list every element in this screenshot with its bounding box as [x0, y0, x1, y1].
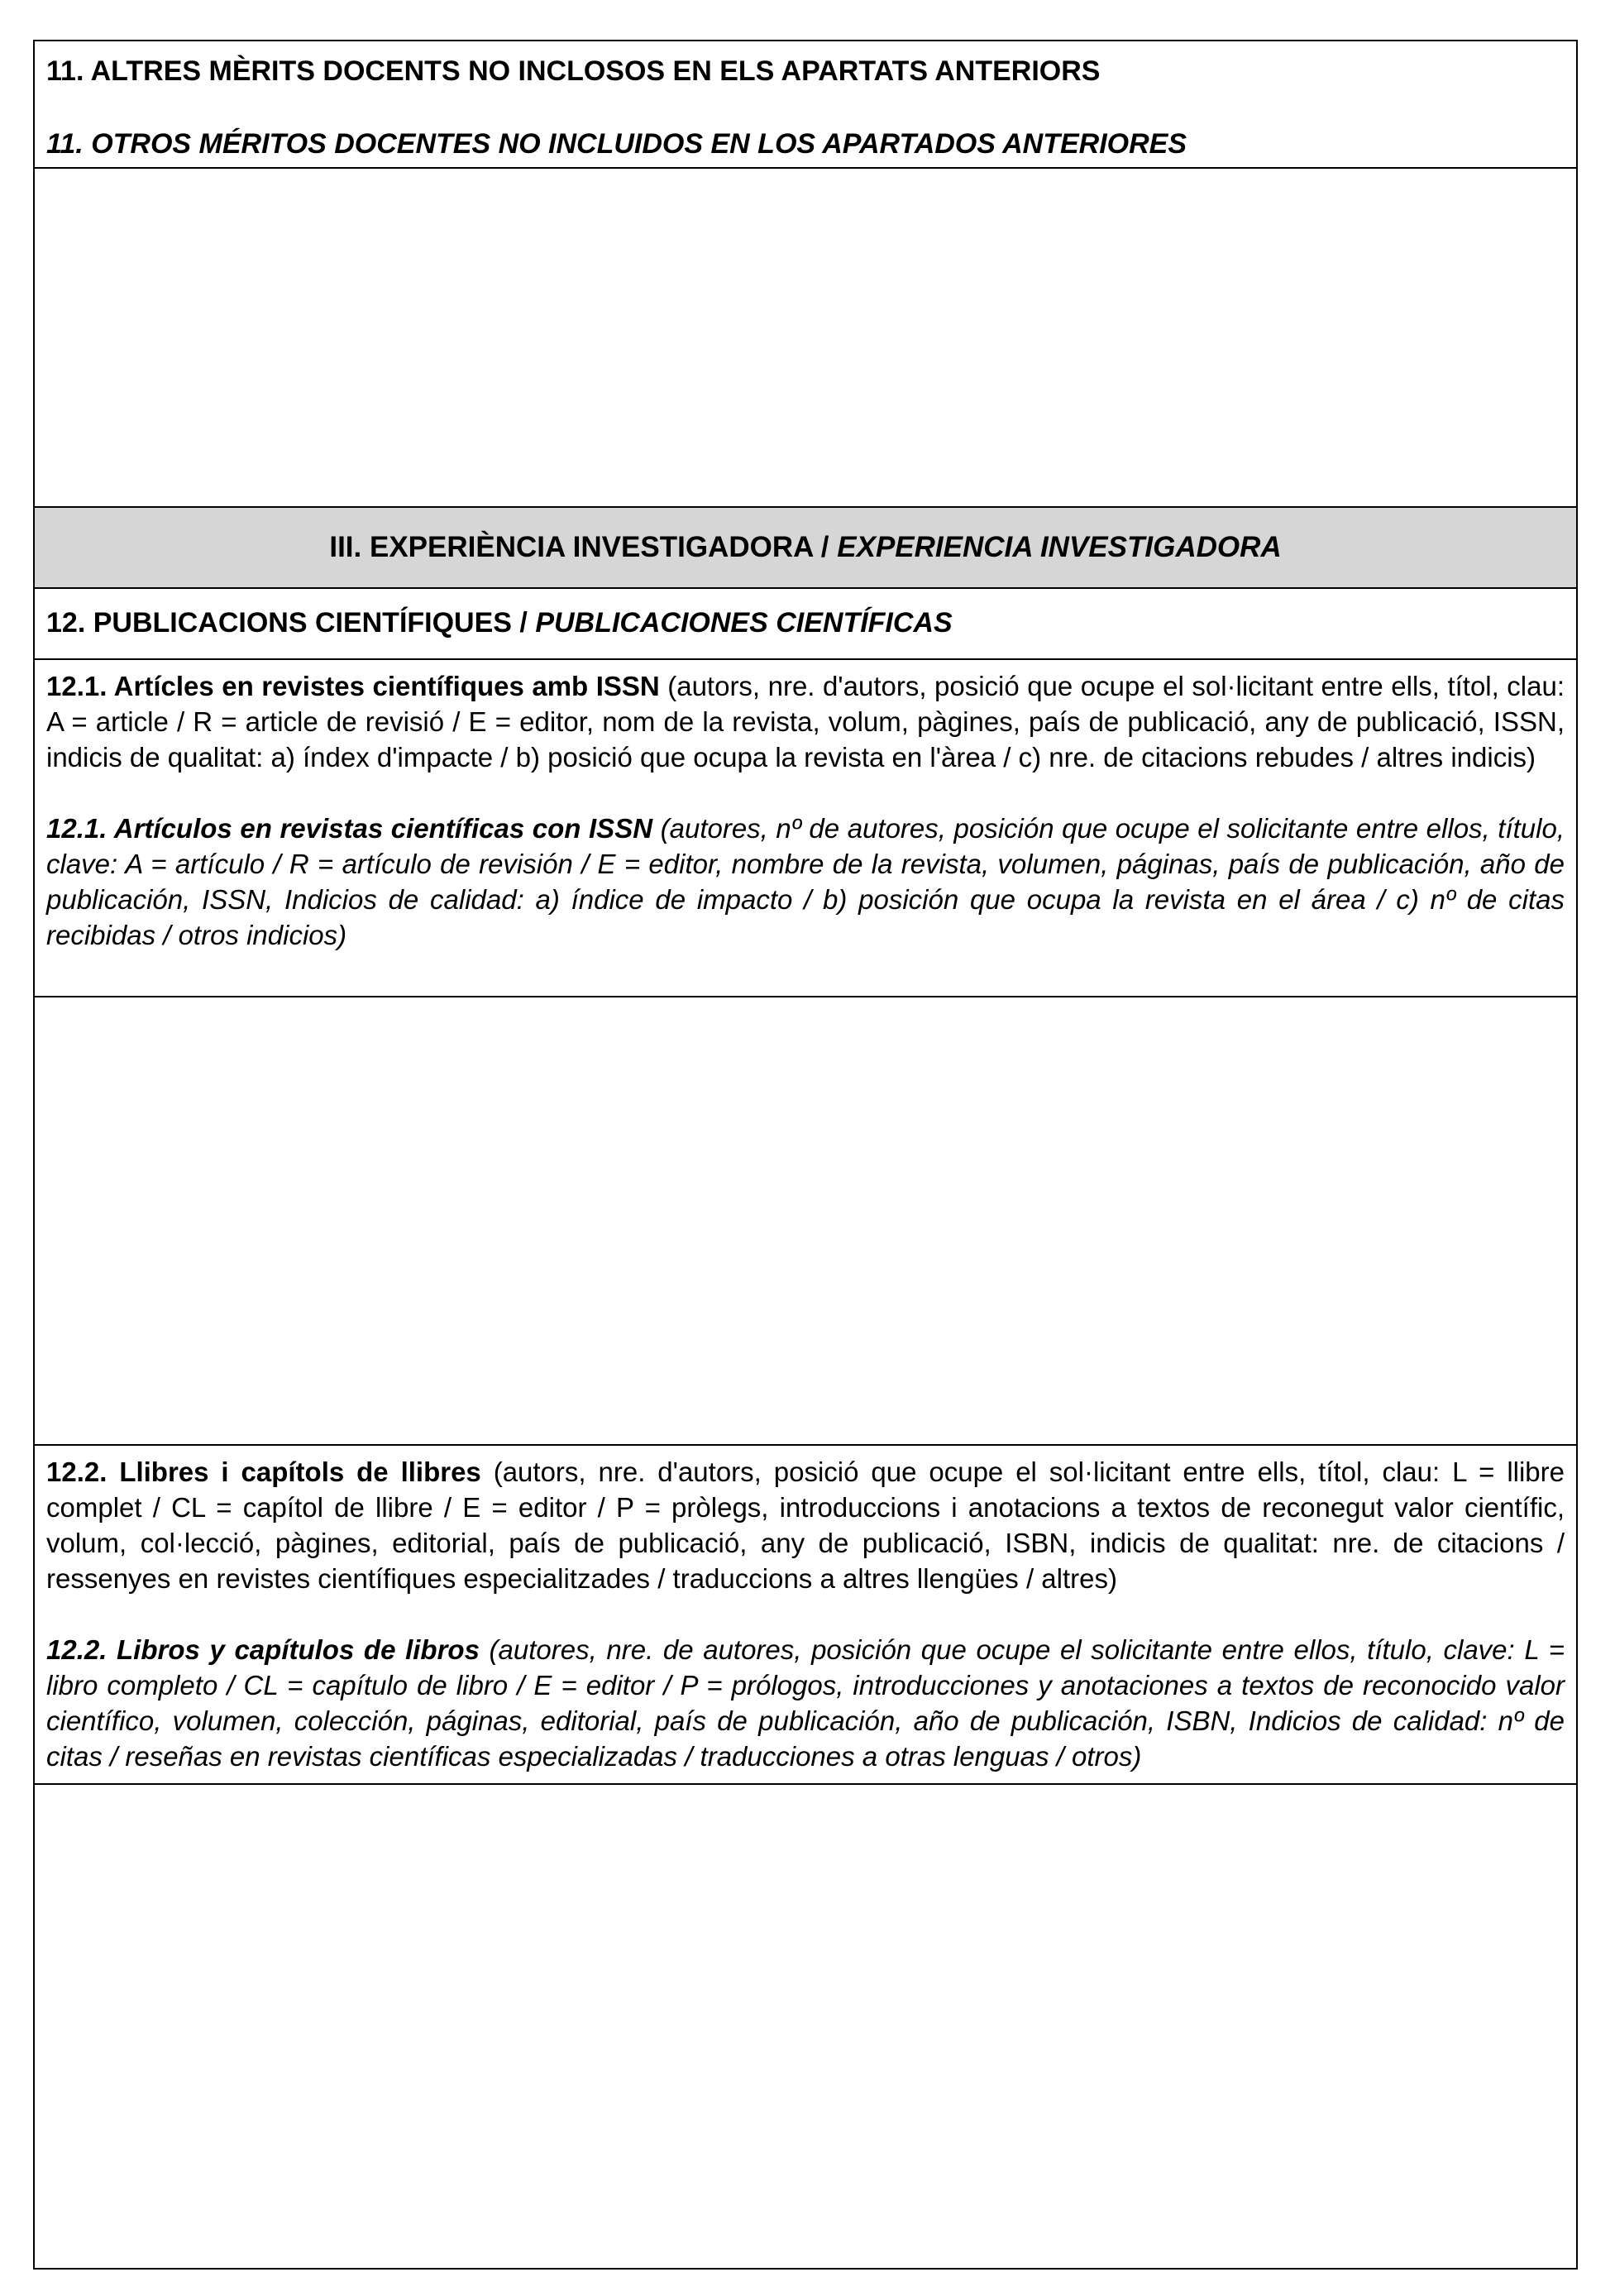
item-12-2-ca: 12.2. Llibres i capítols de llibres (autors, nre. d'autors, posició que ocupe el sol·licitant entre ells, títol, clau: L = llibre complet / CL = capítol de llibre / E = editor / P = pròlegs, introduccions i anotacions a textos de reconegut valor científic, volum, col·lecció, pàgines, editorial, país de publicació, any de publicació, ISBN, indicis de qualitat: nre. de citacions / ressenyes en revistes científiques especialitzades / traduccions a altres llengües / altres): [46, 1457, 1565, 1594]
form-table: [33, 40, 1578, 2270]
item-12-1-es: 12.1. Artículos en revistas científicas con ISSN (autores, nº de autores, posición que ocupe el solicitante entre ellos, título, clave: A = artículo / R = artículo de revisión / E = editor, nombre de la revista, volumen, páginas, país de publicación, año de publicación, ISSN, Indicios de calidad: a) índice de impacto / b) posición que ocupa la revista en el área / c) nº de citas recibidas / otros indicios): [46, 813, 1565, 950]
item-12-2-entry-field[interactable]: [35, 1785, 1576, 2268]
section-12-title-ca: 12. PUBLICACIONS CIENTÍFIQUES /: [46, 607, 536, 639]
section-12-header: [35, 589, 1576, 660]
section-12-title-es: PUBLICACIONES CIENTÍFICAS: [535, 607, 953, 639]
section-3-header: [35, 508, 1576, 589]
section-11-title-ca: 11. ALTRES MÈRITS DOCENTS NO INCLOSOS EN ELS APARTATS ANTERIORS: [46, 55, 1101, 87]
section-11-entry-field[interactable]: [35, 169, 1576, 508]
item-12-1-ca: 12.1. Artícles en revistes científiques amb ISSN (autors, nre. d'autors, posició que ocupe el sol·licitant entre ells, títol, clau: A = article / R = article de revisió / E = editor, nom de la revista, volum, pàgines, país de publicació, any de publicació, ISSN, indicis de qualitat: a) índex d'impacte / b) posició que ocupa la revista en l'àrea / c) nre. de citacions rebudes / altres indicis): [46, 671, 1565, 773]
item-12-1-description: [35, 660, 1576, 997]
section-3-title-ca: III. EXPERIÈNCIA INVESTIGADORA /: [329, 531, 838, 563]
item-12-1-entry-field[interactable]: [35, 997, 1576, 1446]
section-11-title-es: 11. OTROS MÉRITOS DOCENTES NO INCLUIDOS EN LOS APARTADOS ANTERIORES: [46, 128, 1187, 160]
section-3-title-es: EXPERIENCIA INVESTIGADORA: [837, 531, 1282, 563]
item-12-2-description: [35, 1446, 1576, 1785]
item-12-2-es: 12.2. Libros y capítulos de libros (autores, nre. de autores, posición que ocupe el solicitante entre ellos, título, clave: L = libro completo / CL = capítulo de libro / E = editor / P = prólogos, introducciones y anotaciones a textos de reconocido valor científico, volumen, colección, páginas, editorial, país de publicación, año de publicación, ISBN, Indicios de calidad: nº de citas / reseñas en revistas científicas especializadas / traducciones a otras lenguas / otros): [46, 1634, 1565, 1772]
section-11-header: [35, 41, 1576, 169]
